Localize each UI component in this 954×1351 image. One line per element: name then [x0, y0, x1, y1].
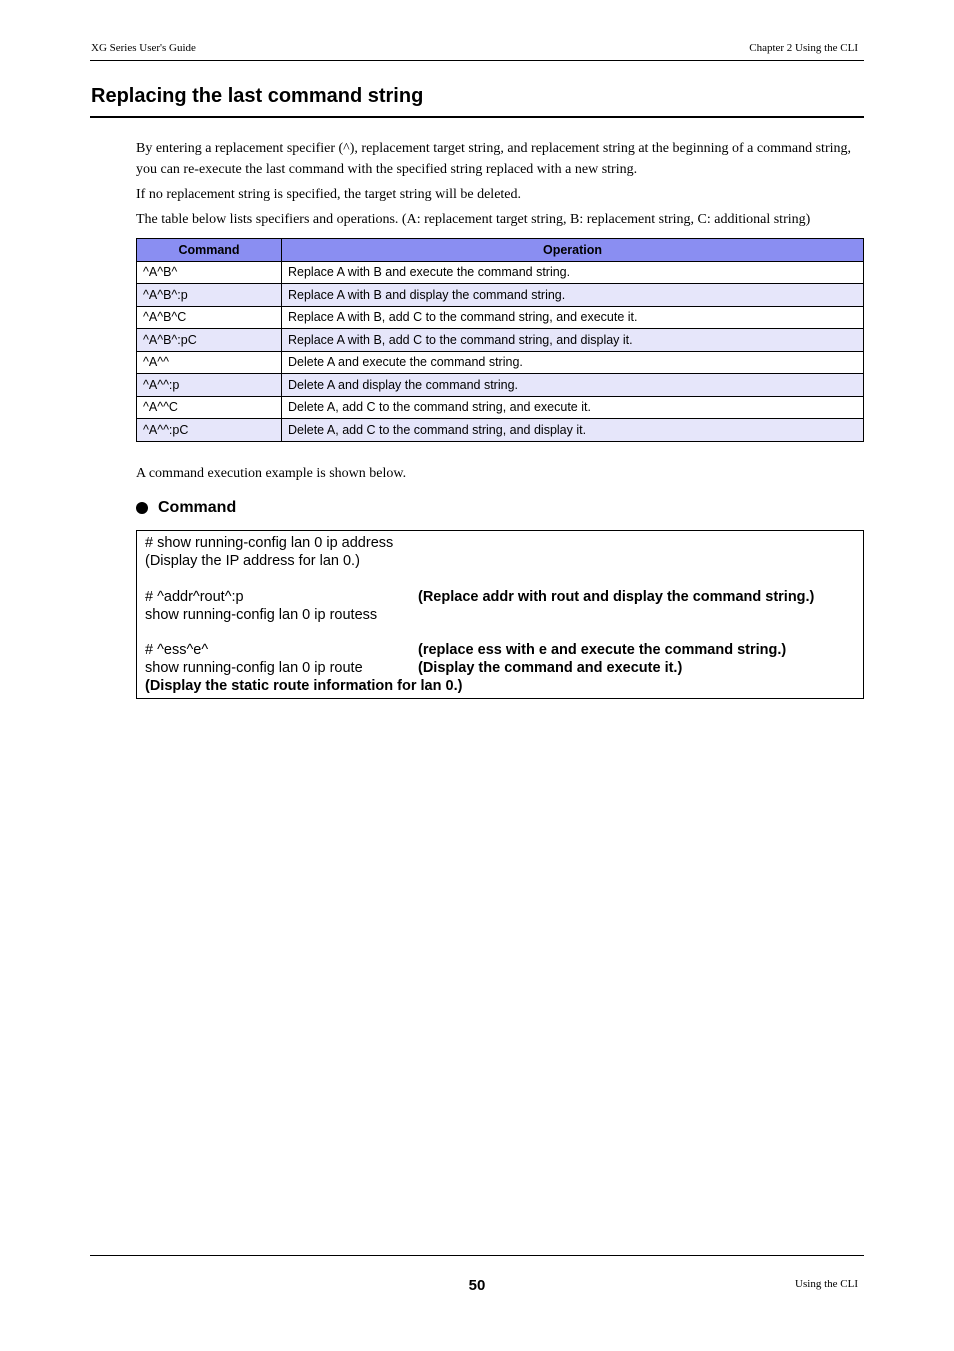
paragraph-text: A command execution example is shown below.: [136, 466, 407, 481]
section-title: Replacing the last command string: [91, 85, 424, 107]
column-header-operation: Operation: [282, 239, 864, 262]
bullet-icon: [136, 502, 148, 514]
paragraph-table-intro: [136, 209, 864, 230]
paragraph-text: By entering a replacement specifier (^), replacement target string, and replacement string at the beginning of a command string, you can re-execute the last command with the specified string replaced with a new string.: [136, 141, 851, 177]
table-row: [137, 351, 864, 374]
running-header-left: XG Series User's Guide: [91, 42, 196, 54]
table-row: [137, 261, 864, 284]
cell-operation: Replace A with B and execute the command string.: [282, 261, 864, 284]
cell-operation: Replace A with B, add C to the command string, and display it.: [282, 329, 864, 352]
cell-command: ^A^^:pC: [137, 419, 282, 442]
table-row: [137, 284, 864, 307]
column-header-command: Command: [137, 239, 282, 262]
cell-command: ^A^^: [137, 351, 282, 374]
cell-operation: Delete A and display the command string.: [282, 374, 864, 397]
cell-operation: Delete A, add C to the command string, and display it.: [282, 419, 864, 442]
footer-divider: [90, 1255, 864, 1256]
command-line: # show running-config lan 0 ip address: [145, 535, 394, 551]
cell-command: ^A^B^C: [137, 306, 282, 329]
running-header-right: Chapter 2 Using the CLI: [749, 42, 858, 54]
command-annotation: (Replace addr with rout and display the command string.): [418, 589, 815, 605]
command-output: show running-config lan 0 ip routess: [145, 607, 378, 623]
title-divider: [90, 116, 864, 118]
table-row: [137, 329, 864, 352]
paragraph-deletion-note: [136, 184, 864, 205]
page-number: 50: [468, 1277, 486, 1294]
table-row: [137, 419, 864, 442]
subheading-label: Command: [158, 499, 237, 516]
cell-command: ^A^B^:pC: [137, 329, 282, 352]
command-annotation: (Display the static route information for lan 0.): [145, 678, 463, 694]
command-line: # ^addr^rout^:p: [145, 589, 244, 605]
command-annotation: (replace ess with e and execute the command string.): [418, 642, 787, 658]
cell-operation: Delete A and execute the command string.: [282, 351, 864, 374]
table-row: [137, 396, 864, 419]
cell-operation: Replace A with B, add C to the command string, and execute it.: [282, 306, 864, 329]
running-footer-right: Using the CLI: [795, 1278, 858, 1290]
cell-command: ^A^^C: [137, 396, 282, 419]
subheading-command: [136, 499, 236, 517]
command-annotation: (Display the command and execute it.): [418, 660, 683, 676]
paragraph-intro: [136, 138, 864, 180]
cell-command: ^A^B^:p: [137, 284, 282, 307]
table-row: [137, 306, 864, 329]
header-divider: [90, 60, 864, 61]
specifier-table: [136, 238, 864, 442]
command-line: # ^ess^e^: [145, 642, 209, 658]
cell-command: ^A^B^: [137, 261, 282, 284]
cell-operation: Delete A, add C to the command string, and execute it.: [282, 396, 864, 419]
table-row: [137, 374, 864, 397]
paragraph-example-intro: [136, 463, 864, 484]
paragraph-text: The table below lists specifiers and operations. (A: replacement target string, B: replacement string, C: additional string): [136, 212, 811, 227]
paragraph-text: If no replacement string is specified, the target string will be deleted.: [136, 187, 522, 202]
command-output: show running-config lan 0 ip route: [145, 660, 363, 676]
cell-operation: Replace A with B and display the command string.: [282, 284, 864, 307]
cell-command: ^A^^:p: [137, 374, 282, 397]
table-header-row: [137, 239, 864, 262]
command-output: (Display the IP address for lan 0.): [145, 553, 360, 569]
command-example-box: [136, 530, 864, 699]
